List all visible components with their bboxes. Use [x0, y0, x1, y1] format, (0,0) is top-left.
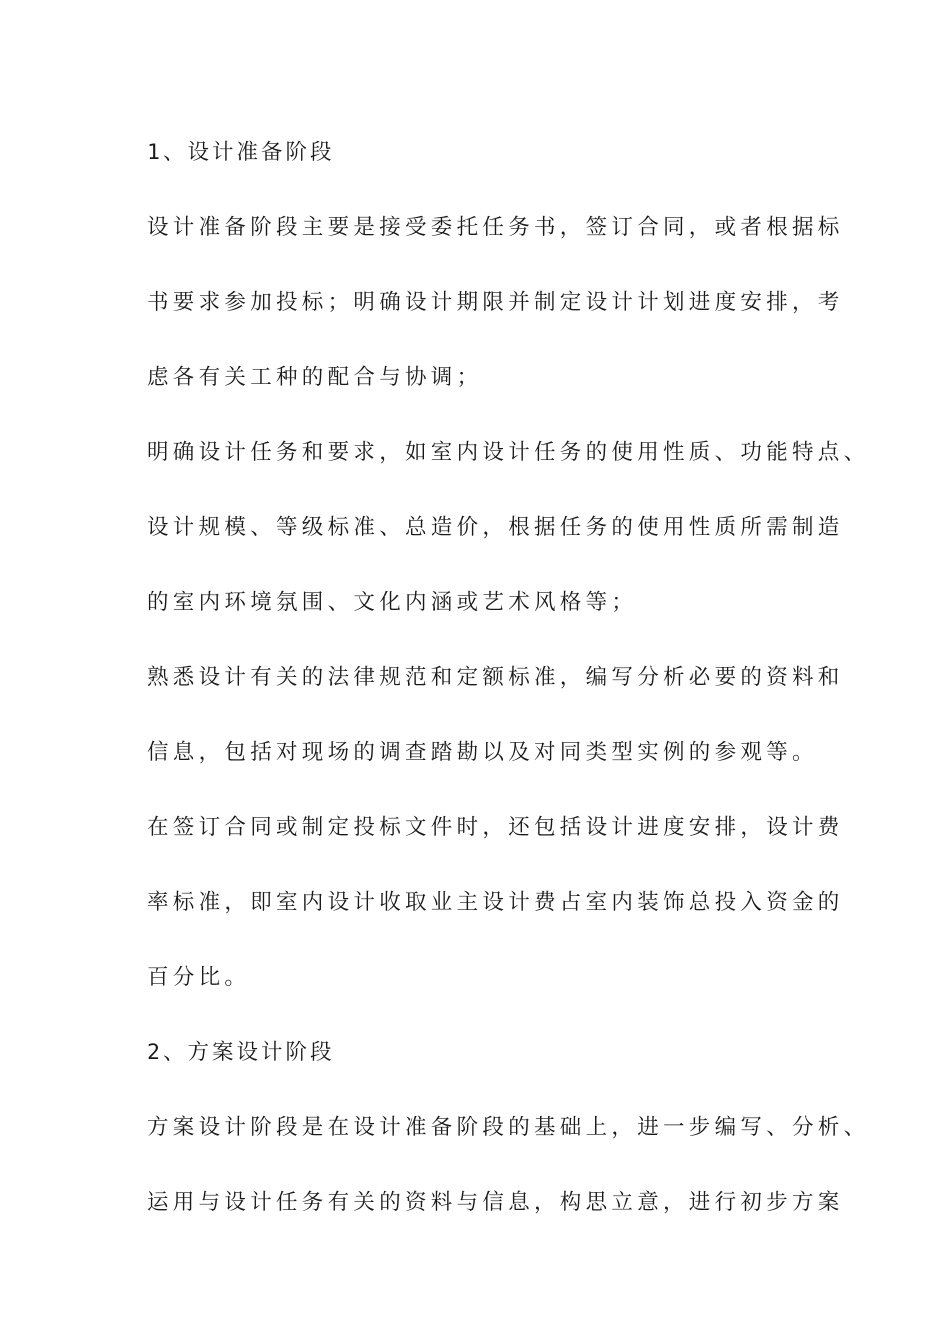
paragraph-line: 率标准，即室内设计收取业主设计费占室内装饰总投入资金的: [147, 890, 844, 915]
paragraph-line: 百分比。: [147, 965, 251, 990]
paragraph-line: 在签订合同或制定投标文件时，还包括设计进度安排，设计费: [147, 815, 844, 840]
paragraph-line: 的室内环境氛围、文化内涵或艺术风格等；: [147, 590, 638, 615]
section-heading-2: 2、方案设计阶段: [147, 1040, 335, 1065]
section-heading-1: 1、设计准备阶段: [147, 140, 335, 165]
paragraph-line: 设计规模、等级标准、总造价，根据任务的使用性质所需制造: [147, 515, 844, 540]
paragraph-line: 信息，包括对现场的调查踏勘以及对同类型实例的参观等。: [147, 740, 818, 765]
paragraph-line: 书要求参加投标；明确设计期限并制定设计计划进度安排，考: [147, 290, 844, 315]
paragraph-line: 方案设计阶段是在设计准备阶段的基础上，进一步编写、分析、: [147, 1115, 870, 1140]
paragraph-line: 明确设计任务和要求，如室内设计任务的使用性质、功能特点、: [147, 440, 870, 465]
paragraph-line: 设计准备阶段主要是接受委托任务书，签订合同，或者根据标: [147, 215, 844, 240]
paragraph-line: 熟悉设计有关的法律规范和定额标准，编写分析必要的资料和: [147, 665, 844, 690]
paragraph-line: 虑各有关工种的配合与协调；: [147, 365, 483, 390]
document-body: [147, 128, 870, 1253]
paragraph-line: 运用与设计任务有关的资料与信息，构思立意，进行初步方案: [147, 1190, 844, 1215]
